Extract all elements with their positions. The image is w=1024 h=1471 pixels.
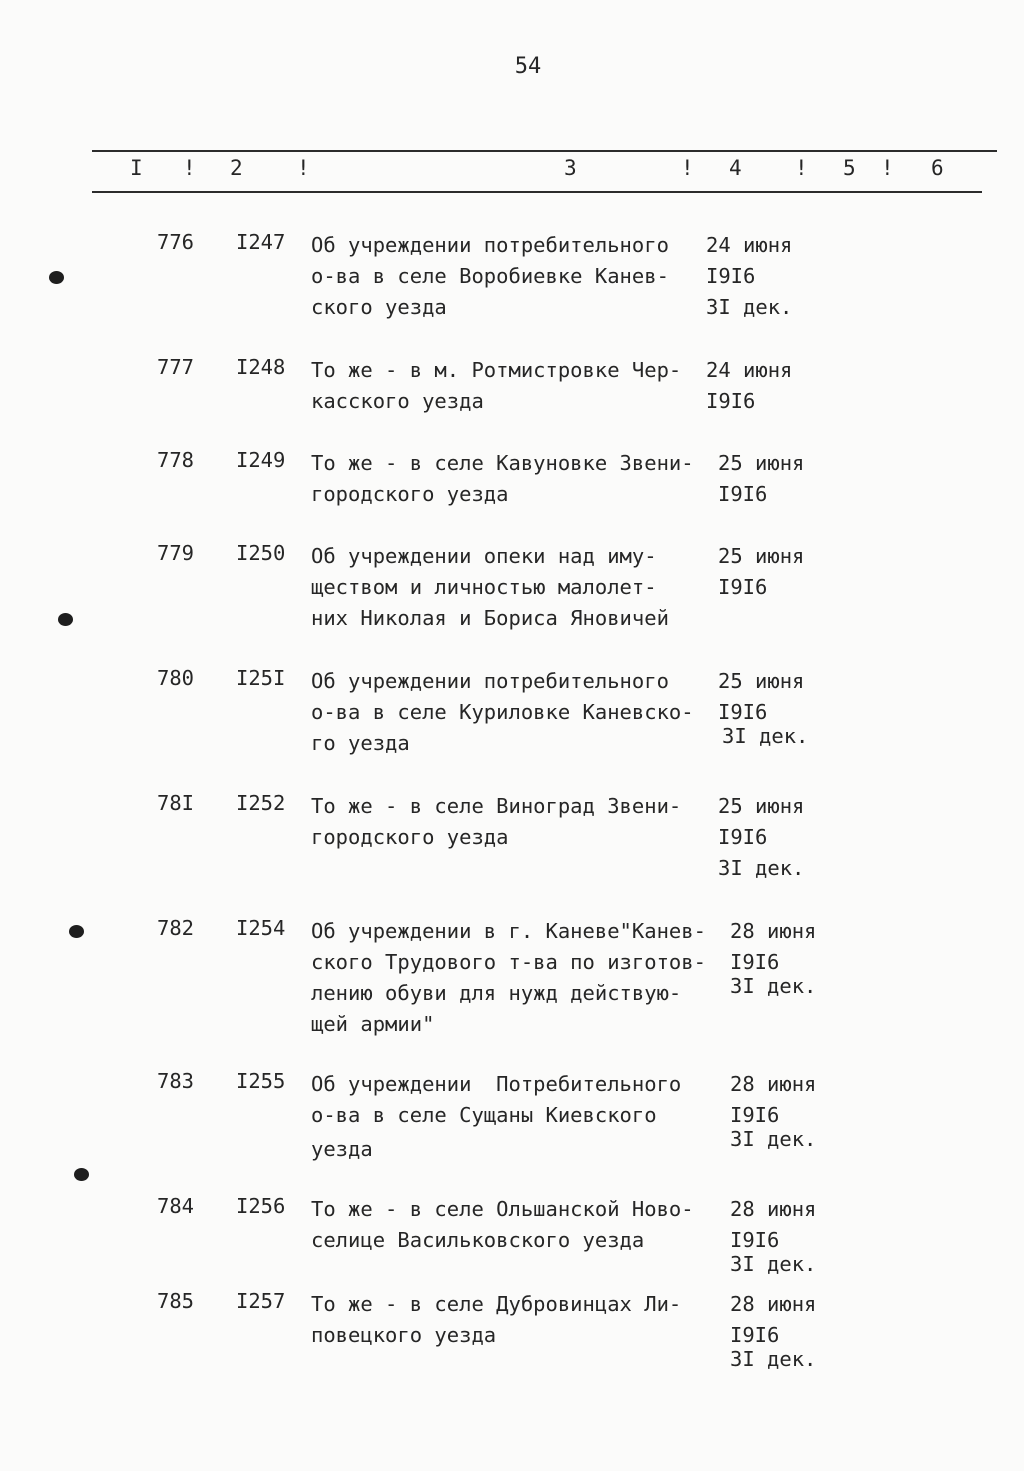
date-line: 25 июня — [718, 669, 805, 693]
header-separator: ! — [881, 156, 894, 180]
header-col-1: I — [130, 156, 143, 180]
item-number: 785 — [157, 1289, 195, 1313]
item-number: 782 — [157, 916, 195, 940]
title-line: ского Трудового т-ва по изготов- — [311, 950, 706, 974]
date-line: I9I6 — [706, 389, 756, 413]
item-dates — [718, 666, 848, 752]
date-line: I9I6 — [730, 1228, 780, 1252]
title-line: селице Васильковского уезда — [311, 1228, 645, 1252]
item-title — [311, 541, 711, 634]
date-line: 28 июня — [730, 1072, 817, 1096]
file-number: I252 — [236, 791, 286, 815]
item-number: 776 — [157, 230, 195, 254]
title-line: То же - в селе Дубровинцах Ли- — [311, 1292, 682, 1316]
file-number: I250 — [236, 541, 286, 565]
title-line: Об учреждении потребительного — [311, 669, 669, 693]
title-line: Об учреждении опеки над иму- — [311, 544, 657, 568]
date-line: I9I6 — [706, 264, 756, 288]
header-col-4: 4 — [729, 156, 742, 180]
item-title — [311, 791, 711, 853]
item-title — [311, 1069, 711, 1165]
date-line: I9I6 — [718, 825, 768, 849]
title-line: повецкого уезда — [311, 1323, 497, 1347]
title-line: о-ва в селе Воробиевке Канев- — [311, 264, 669, 288]
date-line: 3I дек. — [730, 1127, 817, 1151]
item-number: 778 — [157, 448, 195, 472]
item-title — [311, 1194, 711, 1256]
file-number: I257 — [236, 1289, 286, 1313]
title-line: о-ва в селе Сущаны Киевского — [311, 1103, 657, 1127]
title-line: уезда — [311, 1137, 373, 1161]
item-title — [311, 666, 711, 759]
item-dates — [730, 1289, 860, 1375]
item-title — [311, 1289, 711, 1351]
date-line: 24 июня — [706, 233, 793, 257]
title-line: ского уезда — [311, 295, 447, 319]
item-number: 784 — [157, 1194, 195, 1218]
file-number: I249 — [236, 448, 286, 472]
date-line: 24 июня — [706, 358, 793, 382]
date-line: 28 июня — [730, 1197, 817, 1221]
item-number: 777 — [157, 355, 195, 379]
item-title — [311, 230, 711, 323]
title-line: го уезда — [311, 731, 410, 755]
item-title — [311, 355, 711, 417]
item-title — [311, 916, 711, 1040]
date-line: 28 июня — [730, 1292, 817, 1316]
header-col-6: 6 — [931, 156, 944, 180]
date-line: I9I6 — [718, 482, 768, 506]
date-line: I9I6 — [730, 1103, 780, 1127]
date-line: 3I дек. — [730, 974, 817, 998]
date-line: 25 июня — [718, 451, 805, 475]
punch-hole — [58, 613, 73, 626]
date-line: 3I дек. — [718, 856, 805, 880]
date-line: I9I6 — [718, 575, 768, 599]
punch-hole — [69, 925, 84, 938]
header-separator: ! — [297, 156, 310, 180]
date-line: 28 июня — [730, 919, 817, 943]
item-dates — [706, 355, 836, 417]
title-line: городского уезда — [311, 825, 509, 849]
title-line: То же - в селе Кавуновке Звени- — [311, 451, 694, 475]
item-dates — [718, 541, 848, 603]
item-number: 779 — [157, 541, 195, 565]
title-line: Об учреждении в г. Каневе"Канев- — [311, 919, 706, 943]
header-separator: ! — [183, 156, 196, 180]
date-line: 3I дек. — [722, 724, 809, 748]
item-number: 78I — [157, 791, 195, 815]
page-number: 54 — [514, 54, 542, 79]
file-number: I255 — [236, 1069, 286, 1093]
date-line: 3I дек. — [730, 1252, 817, 1276]
item-number: 780 — [157, 666, 195, 690]
title-line: щей армии" — [311, 1012, 435, 1036]
file-number: I248 — [236, 355, 286, 379]
punch-hole — [74, 1168, 89, 1181]
date-line: I9I6 — [730, 950, 780, 974]
date-line: 3I дек. — [730, 1347, 817, 1371]
item-number: 783 — [157, 1069, 195, 1093]
header-col-2: 2 — [230, 156, 243, 180]
date-line: 25 июня — [718, 794, 805, 818]
date-line: 3I дек. — [706, 295, 793, 319]
item-dates — [730, 916, 860, 1002]
title-line: Об учреждении Потребительного — [311, 1072, 682, 1096]
title-line: городского уезда — [311, 482, 509, 506]
title-line: касского уезда — [311, 389, 484, 413]
item-dates — [730, 1194, 860, 1280]
punch-hole — [49, 271, 64, 284]
header-separator: ! — [795, 156, 808, 180]
date-line: I9I6 — [718, 700, 768, 724]
title-line: Об учреждении потребительного — [311, 233, 669, 257]
title-line: лению обуви для нужд действую- — [311, 981, 682, 1005]
table-header-bottom-rule — [92, 191, 982, 193]
file-number: I25I — [236, 666, 286, 690]
header-col-5: 5 — [843, 156, 856, 180]
date-line: I9I6 — [730, 1323, 780, 1347]
title-line: То же - в селе Ольшанской Ново- — [311, 1197, 694, 1221]
file-number: I254 — [236, 916, 286, 940]
file-number: I247 — [236, 230, 286, 254]
title-line: них Николая и Бориса Яновичей — [311, 606, 669, 630]
item-dates — [718, 791, 848, 884]
title-line: ществом и личностью малолет- — [311, 575, 657, 599]
file-number: I256 — [236, 1194, 286, 1218]
item-title — [311, 448, 711, 510]
header-separator: ! — [681, 156, 694, 180]
title-line: То же - в селе Виноград Звени- — [311, 794, 682, 818]
title-line: То же - в м. Ротмистровке Чер- — [311, 358, 682, 382]
title-line: о-ва в селе Куриловке Каневско- — [311, 700, 694, 724]
item-dates — [718, 448, 848, 510]
item-dates — [706, 230, 836, 323]
item-dates — [730, 1069, 860, 1155]
table-header — [0, 156, 1024, 184]
header-col-3: 3 — [564, 156, 577, 180]
date-line: 25 июня — [718, 544, 805, 568]
table-header-top-rule — [92, 150, 997, 152]
